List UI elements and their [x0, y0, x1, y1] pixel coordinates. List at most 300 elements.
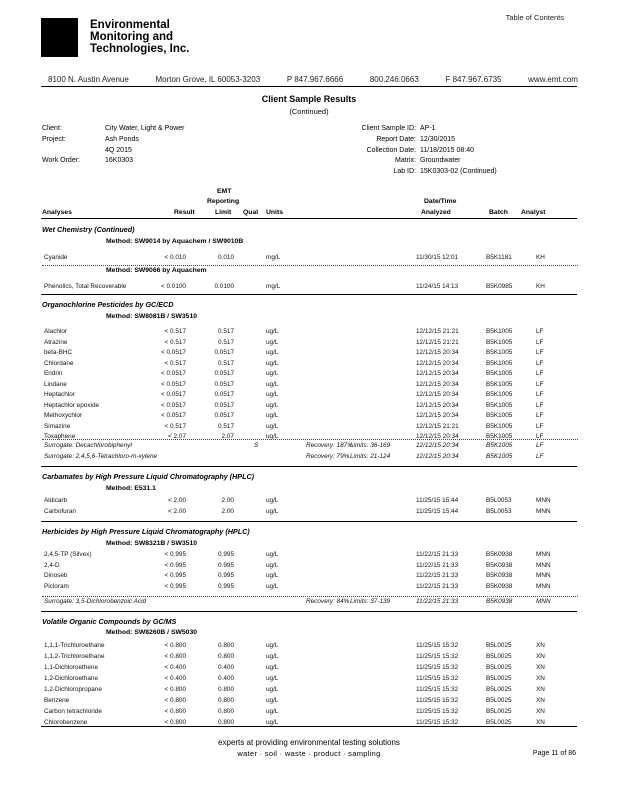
units: ug/L [266, 338, 279, 346]
analyzed-date: 11/25/15 15:44 [416, 497, 459, 504]
units: ug/L [266, 675, 279, 682]
col-datetime: Date/Time [424, 198, 457, 205]
batch-id: B5K1005 [486, 422, 513, 430]
result-value: < 0.0517 [160, 380, 186, 388]
sample-id-label: Client Sample ID: [361, 125, 416, 132]
analyzed-date: 12/12/15 20:34 [416, 401, 459, 409]
analyzed-date: 12/12/15 20:34 [416, 370, 459, 377]
reporting-limit: 0.0517 [214, 412, 234, 419]
analyst: XN [536, 664, 545, 671]
analyzed-date: 11/25/15 15:32 [416, 708, 459, 715]
surrogate-row [44, 453, 564, 463]
table-row [44, 360, 564, 370]
street-address: 8100 N. Austin Avenue [48, 75, 129, 84]
batch-id: B5K0985 [486, 283, 513, 290]
table-row [44, 708, 564, 718]
analyte-name: Carbofuran [44, 508, 76, 515]
result-value: < 0.517 [164, 338, 186, 346]
analyzed-date: 11/25/15 15:32 [416, 653, 459, 660]
result-value: < 0.517 [164, 359, 186, 367]
units: ug/L [266, 686, 279, 693]
section-title-herbicides: Herbicides by High Pressure Liquid Chromatography (HPLC) [42, 527, 250, 536]
report-date-label: Report Date: [376, 135, 416, 143]
units: ug/L [266, 561, 279, 569]
reporting-limit: 0.800 [218, 708, 234, 715]
analyte-name: Dinoseb [44, 572, 68, 579]
reporting-limit: 0.800 [218, 719, 234, 726]
company-name-line-2: Monitoring and [90, 31, 174, 43]
result-value: < 0.800 [164, 686, 186, 693]
analyst: LF [536, 453, 544, 460]
batch-id: B5K1005 [486, 370, 513, 377]
batch-id: B5K1005 [486, 442, 513, 449]
units: mg/L [266, 254, 281, 261]
analyzed-date: 11/22/15 21:33 [416, 598, 459, 605]
analyzed-date: 11/25/15 15:32 [416, 719, 459, 726]
analyst: XN [536, 675, 545, 682]
table-row [44, 423, 564, 433]
units: ug/L [266, 508, 279, 515]
table-row [44, 686, 564, 696]
analyte-name: Aldicarb [44, 497, 68, 504]
analyzed-date: 11/25/15 15:32 [416, 686, 459, 693]
analyst: LF [536, 338, 544, 346]
analyte-name: Phenolics, Total Recoverable [44, 283, 127, 290]
reporting-limit: 0.995 [218, 582, 234, 590]
surrogate-row [44, 442, 564, 452]
result-value: < 0.0100 [160, 283, 186, 290]
analyzed-date: 11/25/15 15:32 [416, 675, 459, 682]
analyzed-date: 11/22/15 21:33 [416, 551, 459, 558]
reporting-limit: 0.0517 [214, 349, 234, 356]
analyst: XN [536, 708, 545, 715]
analyte-name: Heptachlor [44, 391, 75, 398]
analyte-name: beta-BHC [44, 349, 73, 356]
units: ug/L [266, 433, 279, 440]
reporting-limit: 0.800 [218, 653, 234, 660]
section-title-carbamates: Carbamates by High Pressure Liquid Chromatography (HPLC) [42, 472, 255, 481]
surrogate-limits: Limits: 37-139 [350, 598, 391, 605]
result-value: < 0.995 [164, 582, 186, 590]
company-logo-icon [41, 18, 78, 57]
analyst: MNN [536, 551, 551, 558]
analyte-name: Simazine [44, 422, 71, 430]
section-divider [41, 521, 577, 522]
analyzed-date: 11/25/15 15:32 [416, 642, 459, 649]
result-value: < 0.800 [164, 697, 186, 704]
result-value: < 0.0517 [160, 349, 186, 356]
section-title-wet-chemistry: Wet Chemistry (Continued) [42, 225, 135, 234]
client-value: City Water, Light & Power [105, 125, 185, 132]
table-row [44, 572, 564, 582]
fax-number: F 847.967.6735 [445, 75, 502, 84]
reporting-limit: 0.400 [218, 664, 234, 671]
analyst: MNN [536, 598, 551, 605]
analyte-name: Carbon tetrachloride [44, 708, 102, 715]
footer-tagline: experts at providing environmental testing solutions [218, 738, 400, 747]
reporting-limit: 2.07 [221, 433, 234, 440]
reporting-limit: 0.517 [218, 328, 234, 335]
analyte-name: Atrazine [44, 338, 68, 346]
header-divider [41, 86, 577, 87]
batch-id: B5K1005 [486, 433, 513, 440]
lab-id-value: 15K0303-02 (Continued) [420, 168, 497, 176]
qualifier: S [254, 442, 259, 449]
result-value: < 0.400 [164, 675, 186, 682]
result-value: < 2.00 [168, 497, 186, 504]
section-title-volatile-organic-compounds: Volatile Organic Compounds by GC/MS [42, 617, 177, 626]
analyte-name: 2,4,5-TP (Silvex) [44, 551, 92, 558]
units: ug/L [266, 349, 279, 356]
analyzed-date: 12/12/15 20:34 [416, 433, 459, 440]
units: ug/L [266, 551, 279, 558]
table-row [44, 391, 564, 401]
matrix-label: Matrix: [395, 157, 416, 165]
table-row [44, 508, 564, 518]
surrogate-name: Surrogate: 2,4,5,6-Tetrachloro-m-xylene [44, 453, 158, 460]
analyst: LF [536, 359, 544, 367]
analyte-name: 1,2-Dichloroethane [44, 675, 98, 682]
website: www.emt.com [528, 75, 578, 84]
result-value: < 0.517 [164, 328, 186, 335]
reporting-limit: 0.800 [218, 697, 234, 704]
batch-id: B5K1005 [486, 401, 513, 409]
analyzed-date: 12/12/15 20:34 [416, 380, 459, 388]
units: ug/L [266, 664, 279, 671]
analyzed-date: 12/12/15 20:34 [416, 349, 459, 356]
reporting-limit: 0.517 [218, 359, 234, 367]
batch-id: B5K0938 [486, 582, 513, 590]
result-value: < 0.995 [164, 572, 186, 579]
reporting-limit: 0.010 [218, 254, 234, 261]
analyzed-date: 11/25/15 15:32 [416, 664, 459, 671]
reporting-limit: 0.400 [218, 675, 234, 682]
method-label: Method: SW8321B / SW3510 [106, 540, 198, 547]
analyst: MNN [536, 572, 551, 579]
batch-id: B5L0053 [486, 508, 512, 515]
city-address: Morton Grove, IL 60053-3203 [155, 75, 261, 84]
method-label: Method: E531.1 [106, 485, 156, 492]
table-row [44, 328, 564, 338]
result-value: < 0.517 [164, 422, 186, 430]
analyst: XN [536, 642, 545, 649]
result-value: < 0.800 [164, 653, 186, 660]
table-row [44, 642, 564, 652]
project-period-label [42, 146, 105, 157]
reporting-limit: 0.0517 [214, 370, 234, 377]
analyzed-date: 12/12/15 20:34 [416, 359, 459, 367]
section-divider [41, 611, 577, 612]
reporting-limit: 0.0100 [214, 283, 234, 290]
analyzed-date: 11/22/15 21:33 [416, 561, 459, 569]
surrogate-name: Surrogate: Decachlorobiphenyl [44, 442, 132, 449]
col-analyses: Analyses [42, 209, 72, 216]
analyst: LF [536, 401, 544, 409]
analyst: LF [536, 370, 544, 377]
analyte-name: 1,2-Dichloropropane [44, 686, 102, 693]
table-row [44, 402, 564, 412]
reporting-limit: 2.00 [221, 497, 234, 504]
method-label: Method: SW9066 by Aquachem [106, 267, 207, 274]
reporting-limit: 0.517 [218, 338, 234, 346]
batch-id: B5L0025 [486, 697, 512, 704]
collection-date-label: Collection Date: [366, 146, 416, 154]
analyzed-date: 11/25/15 15:32 [416, 697, 459, 704]
reporting-limit: 0.517 [218, 422, 234, 430]
result-value: < 0.800 [164, 708, 186, 715]
row-divider [42, 265, 578, 266]
batch-id: B5K1005 [486, 412, 513, 419]
table-row [44, 381, 564, 391]
analyte-name: Heptachlor epoxide [44, 401, 100, 409]
table-row [44, 339, 564, 349]
surrogate-row [44, 598, 564, 608]
batch-id: B5L0025 [486, 642, 512, 649]
reporting-limit: 0.0517 [214, 391, 234, 398]
analyst: LF [536, 442, 544, 449]
analyte-name: 1,1,1-Trichloroethane [44, 642, 105, 649]
analyzed-date: 11/22/15 21:33 [416, 572, 459, 579]
table-row [44, 551, 564, 561]
report-date-value: 12/30/2015 [420, 135, 456, 143]
result-value: < 0.0517 [160, 401, 186, 409]
analyst: XN [536, 653, 545, 660]
project-label: Project: [42, 135, 66, 143]
col-units: Units [266, 209, 283, 216]
project-period-value: 4Q 2015 [105, 146, 132, 154]
batch-id: B5L0025 [486, 664, 512, 671]
page-number: Page 11 of 86 [532, 750, 576, 757]
result-value: < 0.0517 [160, 412, 186, 419]
analyzed-date: 11/25/15 15:44 [416, 508, 459, 515]
lab-id-label: Lab ID: [393, 168, 416, 176]
batch-id: B5K0938 [486, 561, 513, 569]
sample-info [330, 124, 497, 178]
analyzed-date: 11/22/15 21:33 [416, 582, 459, 590]
units: ug/L [266, 572, 279, 579]
table-row [44, 675, 564, 685]
toll-free-number: 800.246.0663 [369, 75, 419, 84]
batch-id: B5K0938 [486, 551, 513, 558]
units: ug/L [266, 380, 279, 388]
table-row [44, 497, 564, 507]
table-row [44, 653, 564, 663]
batch-id: B5K0938 [486, 598, 513, 605]
table-row [44, 370, 564, 380]
units: ug/L [266, 401, 279, 409]
analyzed-date: 12/12/15 20:34 [416, 453, 459, 460]
col-analyzed: Analyzed [421, 209, 451, 216]
col-qual: Qual [243, 209, 259, 216]
units: ug/L [266, 391, 279, 398]
units: ug/L [266, 370, 279, 377]
analyst: KH [536, 254, 545, 261]
analyst: LF [536, 391, 544, 398]
analyzed-date: 11/30/15 12:01 [416, 254, 459, 261]
col-analyst: Analyst [521, 209, 546, 216]
analyst: MNN [536, 582, 551, 590]
reporting-limit: 0.0517 [214, 401, 234, 409]
method-label: Method: SW9014 by Aquachem / SW9010B [106, 238, 244, 245]
table-row [44, 583, 564, 593]
result-value: < 0.800 [164, 719, 186, 726]
result-value: < 2.00 [168, 508, 186, 515]
batch-id: B5K1181 [486, 254, 512, 261]
table-row [44, 664, 564, 674]
analyte-name: Toxaphene [44, 433, 76, 440]
page-title: Client Sample Results [261, 94, 357, 104]
table-row [44, 562, 564, 572]
analyte-name: Endrin [44, 370, 63, 377]
reporting-limit: 0.995 [218, 561, 234, 569]
table-row [44, 254, 564, 264]
table-row [44, 412, 564, 422]
analyzed-date: 12/12/15 20:34 [416, 412, 459, 419]
table-of-contents-link[interactable]: Table of Contents [505, 13, 564, 22]
page-subtitle: (Continued) [289, 107, 329, 116]
result-value: < 0.400 [164, 664, 186, 671]
analyst: LF [536, 349, 544, 356]
result-value: < 2.07 [168, 433, 186, 440]
analyst: LF [536, 433, 544, 440]
batch-id: B5K1005 [486, 338, 513, 346]
surrogate-divider [42, 596, 578, 597]
batch-id: B5K1005 [486, 359, 513, 367]
analyst: LF [536, 380, 544, 388]
reporting-limit: 0.800 [218, 642, 234, 649]
company-name-line-3: Technologies, Inc. [90, 43, 190, 55]
table-row [44, 349, 564, 359]
result-value: < 0.800 [164, 642, 186, 649]
analyst: MNN [536, 497, 551, 504]
units: ug/L [266, 719, 279, 726]
col-emt: EMT [217, 188, 232, 195]
project-value: Ash Ponds [105, 135, 139, 143]
batch-id: B5K1005 [486, 391, 513, 398]
surrogate-recovery: Recovery: 84% [306, 598, 350, 605]
analyte-name: Alachlor [44, 328, 68, 335]
result-value: < 0.995 [164, 551, 186, 558]
col-limit: Limit [215, 209, 232, 216]
analyte-name: Chlorobenzene [44, 719, 88, 726]
batch-id: B5L0025 [486, 719, 512, 726]
reporting-limit: 2.00 [221, 508, 234, 515]
table-row [44, 697, 564, 707]
analyzed-date: 12/12/15 21:21 [416, 422, 459, 430]
table-row [44, 283, 564, 293]
units: ug/L [266, 653, 279, 660]
reporting-limit: 0.0517 [214, 380, 234, 388]
analyte-name: 1,1,2-Trichloroethane [44, 653, 105, 660]
company-name-line-1: Environmental [90, 19, 170, 31]
batch-id: B5K1005 [486, 328, 513, 335]
work-order-value: 16K0303 [105, 157, 134, 165]
analyst: XN [536, 719, 545, 726]
matrix-value: Groundwater [420, 157, 461, 165]
address-bar [48, 75, 578, 84]
surrogate-name: Surrogate: 3,5-Dichlorobenzoic Acid [44, 598, 147, 605]
units: ug/L [266, 582, 279, 590]
analyst: XN [536, 697, 545, 704]
analyzed-date: 12/12/15 20:34 [416, 391, 459, 398]
analyzed-date: 12/12/15 21:21 [416, 328, 459, 335]
client-label: Client: [42, 125, 62, 132]
footer-services: water · soil · waste · product · sampling [237, 749, 381, 758]
result-value: < 0.995 [164, 561, 186, 569]
analyte-name: Benzene [44, 697, 70, 704]
reporting-limit: 0.995 [218, 572, 234, 579]
units: mg/L [266, 283, 281, 290]
section-title-organochlorine-pesticides: Organochlorine Pesticides by GC/ECD [42, 300, 174, 309]
analyst: MNN [536, 561, 551, 569]
analyte-name: 2,4-D [44, 561, 60, 569]
batch-id: B5L0025 [486, 653, 512, 660]
analyst: KH [536, 283, 545, 290]
column-header-divider [41, 218, 577, 219]
units: ug/L [266, 642, 279, 649]
surrogate-divider [42, 439, 578, 440]
analyst: XN [536, 686, 545, 693]
units: ug/L [266, 359, 279, 367]
analyst: LF [536, 328, 544, 335]
units: ug/L [266, 697, 279, 704]
units: ug/L [266, 708, 279, 715]
analyte-name: Cyanide [44, 254, 68, 261]
collection-date-value: 11/18/2015 08:40 [420, 146, 474, 154]
col-reporting: Reporting [207, 198, 240, 205]
batch-id: B5K1005 [486, 380, 513, 388]
units: ug/L [266, 412, 279, 419]
analyte-name: Methoxychlor [44, 412, 83, 419]
analyzed-date: 11/24/15 14:13 [416, 283, 459, 290]
batch-id: B5K0938 [486, 572, 513, 579]
section-divider [41, 466, 577, 467]
analyst: LF [536, 422, 544, 430]
analyzed-date: 12/12/15 20:34 [416, 442, 459, 449]
batch-id: B5L0025 [486, 675, 512, 682]
surrogate-recovery: Recovery: 187% [306, 442, 353, 449]
analyte-name: Lindane [44, 380, 67, 388]
surrogate-limits: Limits: 21-124 [350, 453, 391, 460]
reporting-limit: 0.995 [218, 551, 234, 558]
client-info [42, 124, 185, 167]
footer-divider [41, 726, 577, 727]
method-label: Method: SW8081B / SW3510 [106, 313, 198, 320]
phone-number: P 847.967.6666 [286, 75, 344, 84]
analyte-name: Picloram [44, 582, 69, 590]
analyte-name: 1,1-Dichloroethene [44, 664, 98, 671]
reporting-limit: 0.800 [218, 686, 234, 693]
company-name [90, 19, 189, 55]
batch-id: B5L0025 [486, 686, 512, 693]
result-value: < 0.010 [164, 254, 186, 261]
col-result: Result [174, 209, 195, 216]
batch-id: B5L0025 [486, 708, 512, 715]
result-value: < 0.0517 [160, 370, 186, 377]
analyst: LF [536, 412, 544, 419]
method-label: Method: SW8260B / SW5030 [106, 629, 198, 636]
batch-id: B5K1005 [486, 349, 513, 356]
analyzed-date: 12/12/15 21:21 [416, 338, 459, 346]
section-divider [41, 294, 577, 295]
analyst: MNN [536, 508, 551, 515]
units: ug/L [266, 422, 279, 430]
units: ug/L [266, 328, 279, 335]
work-order-label: Work Order: [42, 157, 80, 165]
sample-id-value: AP-1 [420, 125, 436, 132]
batch-id: B5K1005 [486, 453, 513, 460]
col-batch: Batch [489, 209, 508, 216]
